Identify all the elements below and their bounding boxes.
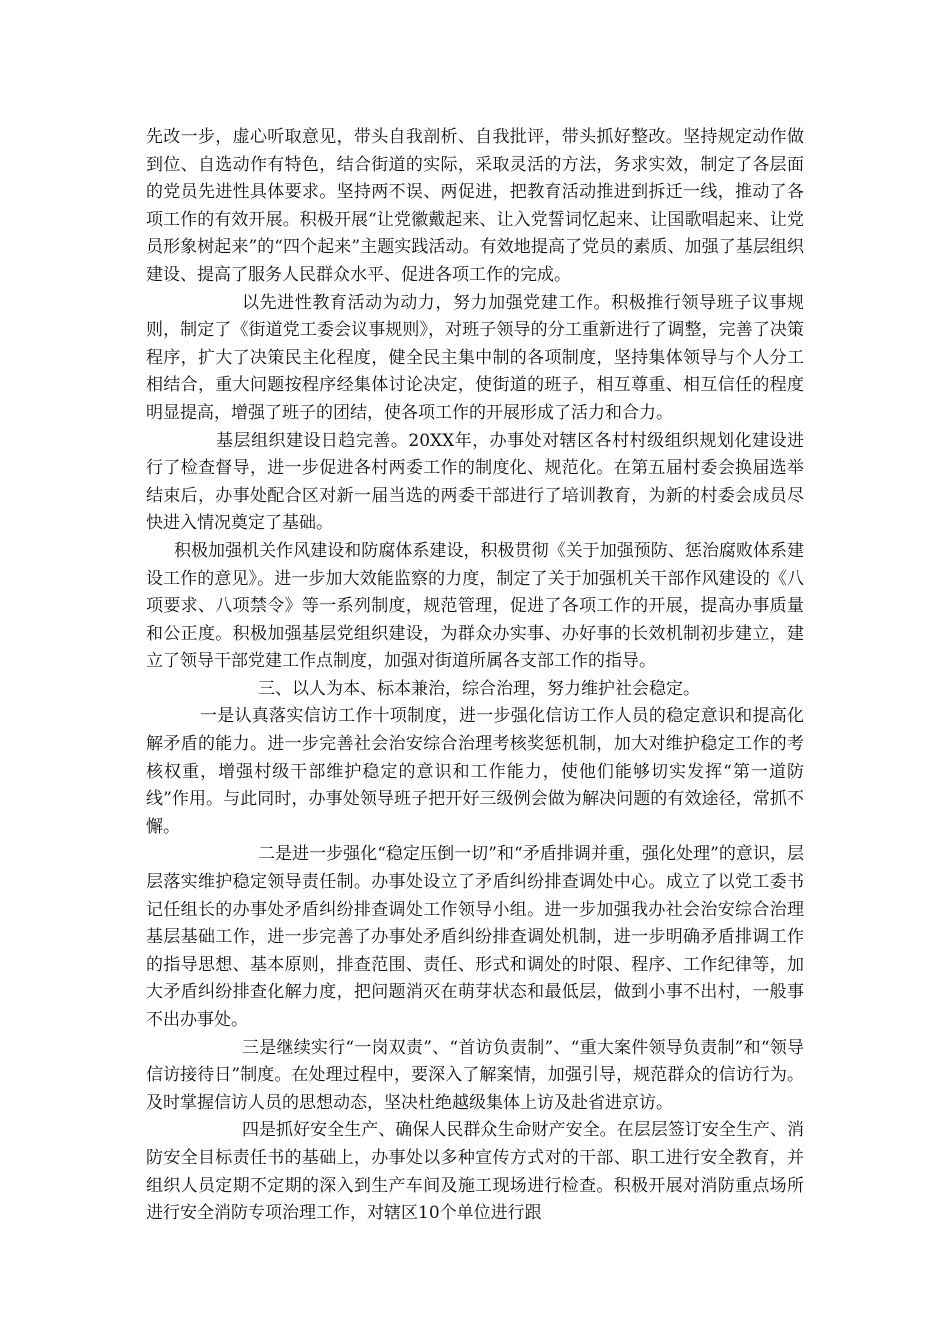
paragraph-3: 基层组织建设日趋完善。20XX年，办事处对辖区各村村级组织规划化建设进行了检查督导，进一步促进各村两委工作的制度化、规范化。在第五届村委会换届选举结束后，办事处配合区对新一届当选的两委干部进行了培训教育，为新的村委会成员尽快进入情况奠定了基础。 xyxy=(146,430,804,534)
paragraph-5: 一是认真落实信访工作十项制度，进一步强化信访工作人员的稳定意识和提高化解矛盾的能力。进一步完善社会治安综合治理考核奖惩机制，加大对维护稳定工作的考核权重，增强村级干部维护稳定的意识和工作能力，使他们能够切实发挥“第一道防线”作用。与此同时，办事处领导班子把开好三级例会做为解决问题的有效途径，常抓不懈。 xyxy=(146,706,804,837)
document-body xyxy=(146,124,804,1228)
paragraph-1: 先改一步，虚心听取意见，带头自我剖析、自我批评，带头抓好整改。坚持规定动作做到位、自选动作有特色，结合街道的实际，采取灵活的方法，务求实效，制定了各层面的党员先进性具体要求。坚持两不误、两促进，把教育活动推进到拆迁一线，推动了各项工作的有效开展。积极开展“让党徽戴起来、让入党誓词忆起来、让国歌唱起来、让党员形象树起来”的“四个起来”主题实践活动。有效地提高了党员的素质、加强了基层组织建设、提高了服务人民群众水平、促进各项工作的完成。 xyxy=(146,127,804,285)
section-heading-3: 三、以人为本、标本兼治，综合治理，努力维护社会稳定。 xyxy=(258,678,700,699)
paragraph-6: 二是进一步强化“稳定压倒一切”和“矛盾排调并重，强化处理”的意识，层层落实维护稳定领导责任制。办事处设立了矛盾纠纷排查调处中心。成立了以党工委书记任组长的办事处矛盾纠纷排查调处工作领导小组。进一步加强我办社会治安综合治理基层基础工作，进一步完善了办事处矛盾纠纷排查调处机制，进一步明确矛盾排调工作的指导思想、基本原则，排查范围、责任、形式和调处的时限、程序、工作纪律等，加大矛盾纠纷排查化解力度，把问题消灭在萌芽状态和最低层，做到小事不出村，一般事不出办事处。 xyxy=(146,844,804,1030)
paragraph-8: 四是抓好安全生产、确保人民群众生命财产安全。在层层签订安全生产、消防安全目标责任书的基础上，办事处以多种宣传方式对的干部、职工进行安全教育，并组织人员定期不定期的深入到生产车间及施工现场进行检查。积极开展对消防重点场所进行安全消防专项治理工作，对辖区10个单位进行跟 xyxy=(146,1120,804,1224)
paragraph-2: 以先进性教育活动为动力，努力加强党建工作。积极推行领导班子议事规则，制定了《街道党工委会议事规则》，对班子领导的分工重新进行了调整，完善了决策程序，扩大了决策民主化程度，健全民主集中制的各项制度，坚持集体领导与个人分工相结合，重大问题按程序经集体讨论决定，使街道的班子，相互尊重、相互信任的程度明显提高，增强了班子的团结，使各项工作的开展形成了活力和合力。 xyxy=(146,292,804,423)
paragraph-7: 三是继续实行“一岗双责”、“首访负责制”、“重大案件领导负责制”和“领导信访接待日”制度。在处理过程中，要深入了解案情，加强引导，规范群众的信访行为。及时掌握信访人员的思想动态，坚决杜绝越级集体上访及赴省进京访。 xyxy=(146,1037,804,1113)
paragraph-4: 积极加强机关作风建设和防腐体系建设，积极贯彻《关于加强预防、惩治腐败体系建设工作的意见》。进一步加大效能监察的力度，制定了关于加强机关干部作风建设的《八项要求、八项禁令》等一系列制度，规范管理，促进了各项工作的开展，提高办事质量和公正度。积极加强基层党组织建设，为群众办实事、办好事的长效机制初步建立，建立了领导干部党建工作点制度，加强对街道所属各支部工作的指导。 xyxy=(146,540,804,672)
